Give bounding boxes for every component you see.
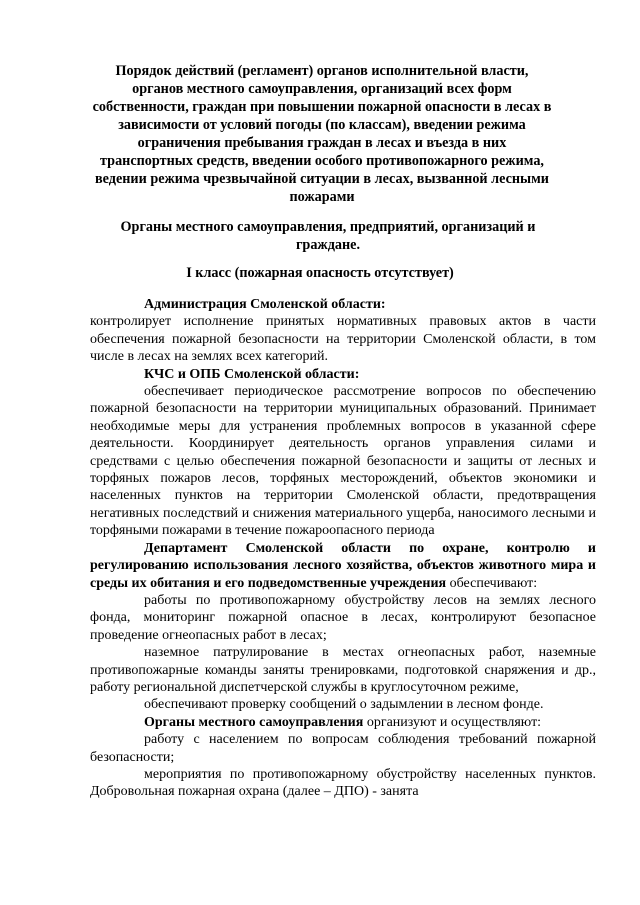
section-heading: Департамент Смоленской области по охране, контролю и регулированию использования лесного хозяйства, объектов животного мира и среды их обитания и его подведомственные учреждения обеспечивают: [90,540,596,591]
section-paragraph: работу с населением по вопросам соблюдения требований пожарной безопасности; [90,732,596,765]
section-paragraph: обеспечивают проверку сообщений о задымлении в лесном фонде. [144,697,544,713]
section-paragraph: работы по противопожарному обустройству лесов на землях лесного фонда, мониторинг пожарной опасное в лесах, контролируют безопасное проведение огнеопасных работ в лесах; [90,592,596,643]
section-heading: Органы местного самоуправления организуют и осуществляют: [144,714,542,730]
section-paragraph: наземное патрулирование в местах огнеопасных работ, наземные противопожарные команды заняты тренировками, подготовкой снаряжения и др., работу региональной диспетчерской службы в круглосуточном режиме, [90,645,596,695]
section-paragraph: контролирует исполнение принятых нормативных правовых актов в части обеспечения пожарной безопасности на территории Смоленской области, в том числе в лесах на землях всех категорий. [90,314,596,365]
document-body [90,296,596,801]
class-heading: I класс (пожарная опасность отсутствует) [186,265,454,281]
document-title: Порядок действий (регламент) органов исполнительной власти, органов местного самоуправления, организаций всех форм собственности, граждан при повышении пожарной опасности в лесах в зависимости от условий погоды (по классам), введении режима ограничения пребывания граждан в лесах и въезда в них транспортных средств, введении особого противопожарного режима, ведении режима чрезвычайной ситуации в лесах, вызванной лесными пожарами [92,63,552,205]
section-heading: КЧС и ОПБ Смоленской области: [144,366,360,382]
org-heading: Органы местного самоуправления, предприятий, организаций и граждане. [120,219,536,253]
section-heading: Администрация Смоленской области: [144,297,386,312]
section-paragraph: обеспечивает периодическое рассмотрение вопросов по обеспечению пожарной безопасности на территории муниципальных образований. Принимает необходимые меры для устранения проблемных вопросов в указанной сфере деятельности. Координирует деятельность органов управления силами и средствами с целью обеспечения пожарной безопасности и защиты от лесных и торфяных пожаров лесов, торфяных месторождений, объектов экономики и населенных пунктов на территории Смоленской области, предотвращения негативных последствий и снижения материального ущерба, наносимого лесными и торфяными пожарами в течение пожароопасного периода [90,384,596,539]
section-paragraph: мероприятия по противопожарному обустройству населенных пунктов. Добровольная пожарная охрана (далее – ДПО) - занята [90,766,596,800]
